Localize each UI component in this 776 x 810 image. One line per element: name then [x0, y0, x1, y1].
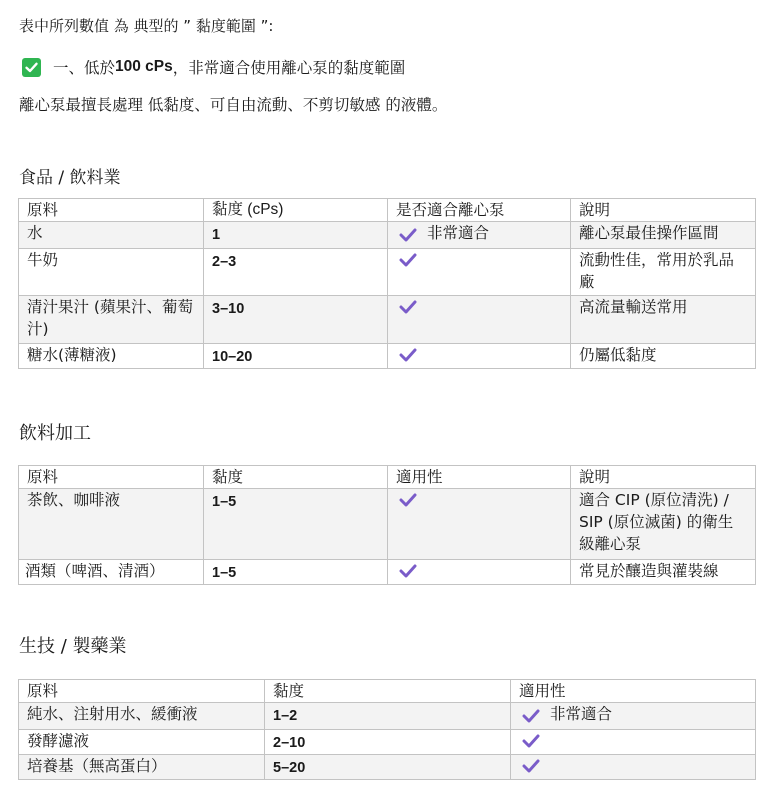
table-row — [19, 730, 756, 755]
col-header: 黏度 (cPs) — [204, 199, 388, 222]
table-biotech — [18, 679, 756, 780]
purple-check-icon — [399, 493, 417, 507]
note-cell: 流動性佳，常用於乳品廠 — [571, 249, 756, 296]
intro-line-2 — [19, 56, 405, 78]
intro-line-1: 表中所列數值 為 典型的 ” 黏度範圍 ”: — [19, 17, 274, 35]
viscosity-cell: 10–20 — [204, 344, 388, 369]
material-cell: 發酵濾液 — [19, 730, 265, 755]
table-beverage — [18, 465, 756, 585]
suit-cell — [388, 560, 571, 585]
table-header-row — [19, 680, 756, 703]
table-food — [18, 198, 756, 369]
material-cell: 純水、注射用水、緩衝液 — [19, 703, 265, 730]
material-cell: 清汁果汁 (蘋果汁、葡萄汁) — [19, 296, 204, 344]
suit-cell — [388, 296, 571, 344]
col-header: 適用性 — [511, 680, 756, 703]
table-row — [19, 489, 756, 560]
col-header: 適用性 — [388, 466, 571, 489]
table-row — [19, 703, 756, 730]
viscosity-cell: 1–2 — [265, 703, 511, 730]
viscosity-cell: 3–10 — [204, 296, 388, 344]
table-row — [19, 560, 756, 585]
section-heading-beverage: 飲料加工 — [19, 423, 91, 444]
purple-check-icon — [399, 348, 417, 362]
note-cell: 離心泵最佳操作區間 — [571, 222, 756, 249]
suit-cell — [511, 703, 756, 730]
purple-check-icon — [399, 253, 417, 267]
note-cell: 適合 CIP (原位清洗) / SIP (原位滅菌) 的衛生級離心泵 — [571, 489, 756, 560]
purple-check-icon — [522, 709, 540, 723]
viscosity-cell: 1 — [204, 222, 388, 249]
col-header: 原料 — [19, 466, 204, 489]
viscosity-cell: 1–5 — [204, 560, 388, 585]
viscosity-cell: 2–10 — [265, 730, 511, 755]
note-cell: 仍屬低黏度 — [571, 344, 756, 369]
col-header: 原料 — [19, 199, 204, 222]
purple-check-icon — [399, 564, 417, 578]
table-row — [19, 296, 756, 344]
suit-cell — [388, 249, 571, 296]
col-header: 黏度 — [265, 680, 511, 703]
material-cell: 牛奶 — [19, 249, 204, 296]
material-cell: 水 — [19, 222, 204, 249]
suit-cell — [511, 755, 756, 780]
table-row — [19, 755, 756, 780]
col-header: 說明 — [571, 466, 756, 489]
col-header: 說明 — [571, 199, 756, 222]
purple-check-icon — [522, 759, 540, 773]
section-heading-food: 食品 / 飲料業 — [19, 168, 121, 188]
suit-cell — [388, 489, 571, 560]
suit-cell — [388, 344, 571, 369]
material-cell: 培養基（無高蛋白） — [19, 755, 265, 780]
material-cell: 糖水(薄糖液) — [19, 344, 204, 369]
viscosity-cell: 2–3 — [204, 249, 388, 296]
green-check-icon — [22, 58, 41, 77]
col-header: 原料 — [19, 680, 265, 703]
table-header-row — [19, 199, 756, 222]
viscosity-cell: 5–20 — [265, 755, 511, 780]
purple-check-icon — [399, 228, 417, 242]
viscosity-cell: 1–5 — [204, 489, 388, 560]
section-heading-biotech: 生技 / 製藥業 — [19, 636, 127, 657]
intro-line-2-bold: 100 cPs — [115, 58, 173, 75]
col-header: 黏度 — [204, 466, 388, 489]
suit-label: 非常適合 — [427, 224, 490, 242]
table-row — [19, 249, 756, 296]
intro-line-2-suffix: ，非常適合使用離心泵的黏度範圍 — [172, 59, 406, 77]
note-cell: 高流量輸送常用 — [571, 296, 756, 344]
suit-label: 非常適合 — [550, 705, 613, 723]
suit-cell — [388, 222, 571, 249]
table-header-row — [19, 466, 756, 489]
col-header: 是否適合離心泵 — [388, 199, 571, 222]
purple-check-icon — [399, 300, 417, 314]
material-cell: 酒類（啤酒、清酒） — [19, 560, 204, 585]
table-row — [19, 222, 756, 249]
purple-check-icon — [522, 734, 540, 748]
material-cell: 茶飲、咖啡液 — [19, 489, 204, 560]
intro-line-2-prefix: 一、低於 — [53, 59, 116, 77]
suit-cell — [511, 730, 756, 755]
table-row — [19, 344, 756, 369]
note-cell: 常見於釀造與灌裝線 — [571, 560, 756, 585]
intro-line-3: 離心泵最擅長處理 低黏度、可自由流動、不剪切敏感 的液體。 — [19, 96, 448, 114]
